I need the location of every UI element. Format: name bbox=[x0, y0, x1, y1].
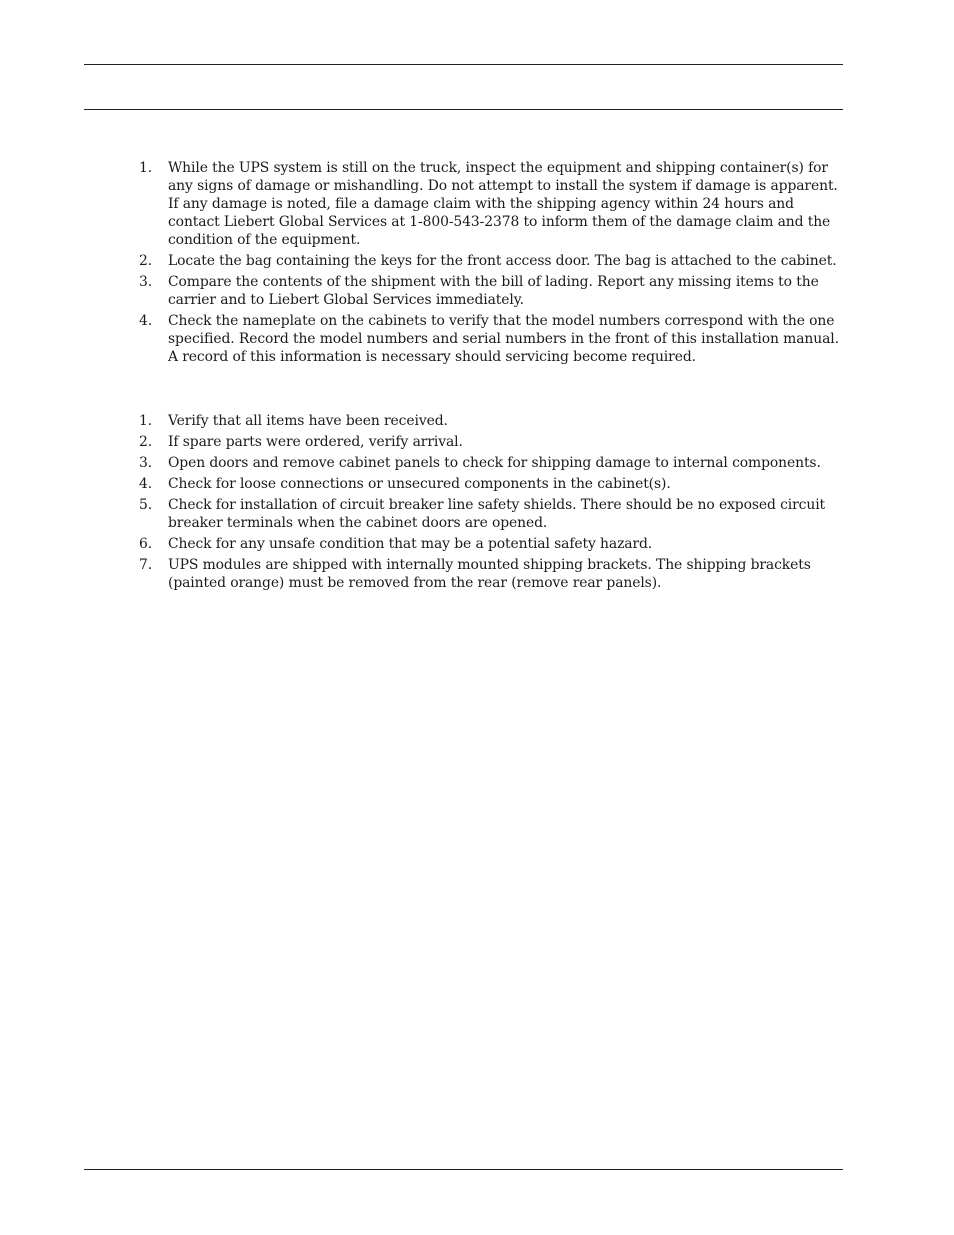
footer-rule bbox=[84, 1169, 843, 1170]
list-item bbox=[0, 412, 844, 430]
step-text: Locate the bag containing the keys for the front access door. The bag is attached to the cabinet. bbox=[168, 253, 837, 269]
step-number: 4. bbox=[139, 476, 153, 492]
list-item bbox=[0, 252, 844, 270]
list-item bbox=[0, 556, 844, 592]
step-number: 4. bbox=[139, 313, 153, 329]
header-top-rule bbox=[84, 64, 843, 65]
step-number: 2. bbox=[139, 253, 153, 269]
step-text: UPS modules are shipped with internally mounted shipping brackets. The shipping brackets (painted orange) must be removed from the rear (remove rear panels). bbox=[168, 557, 811, 591]
inspection-steps-list bbox=[0, 159, 954, 369]
step-text: If spare parts were ordered, verify arrival. bbox=[168, 434, 463, 450]
step-text: Check for loose connections or unsecured components in the cabinet(s). bbox=[168, 476, 671, 492]
list-item bbox=[0, 496, 844, 532]
step-number: 2. bbox=[139, 434, 153, 450]
step-text: Check for installation of circuit breaker line safety shields. There should be no exposed circuit breaker terminals when the cabinet doors are opened. bbox=[168, 497, 826, 531]
list-item bbox=[0, 475, 844, 493]
step-number: 1. bbox=[139, 413, 153, 429]
internal-inspection-steps-list bbox=[0, 412, 954, 595]
step-text: Check the nameplate on the cabinets to verify that the model numbers correspond with the one specified. Record the model numbers and serial numbers in the front of this installation manual. A record of this information is necessary should servicing become required. bbox=[168, 313, 839, 365]
list-item bbox=[0, 273, 844, 309]
step-number: 3. bbox=[139, 274, 153, 290]
step-text: Open doors and remove cabinet panels to check for shipping damage to internal components. bbox=[168, 455, 821, 471]
list-item bbox=[0, 433, 844, 451]
step-text: Compare the contents of the shipment with the bill of lading. Report any missing items to the carrier and to Liebert Global Services immediately. bbox=[168, 274, 819, 308]
step-number: 5. bbox=[139, 497, 153, 513]
list-item bbox=[0, 312, 844, 366]
step-text: Check for any unsafe condition that may be a potential safety hazard. bbox=[168, 536, 653, 552]
step-number: 7. bbox=[139, 557, 153, 573]
list-item bbox=[0, 535, 844, 553]
list-item bbox=[0, 159, 844, 249]
header-bottom-rule bbox=[84, 109, 843, 110]
step-number: 1. bbox=[139, 160, 153, 176]
step-text: While the UPS system is still on the truck, inspect the equipment and shipping container(s) for any signs of damage or mishandling. Do not attempt to install the system if damage is apparent. If any damage is noted, file a damage claim with the shipping agency within 24 hours and contact Liebert Global Services at 1-800-543-2378 to inform them of the damage claim and the condition of the equipment. bbox=[168, 160, 838, 248]
list-item bbox=[0, 454, 844, 472]
step-text: Verify that all items have been received. bbox=[168, 413, 448, 429]
step-number: 3. bbox=[139, 455, 153, 471]
step-number: 6. bbox=[139, 536, 153, 552]
